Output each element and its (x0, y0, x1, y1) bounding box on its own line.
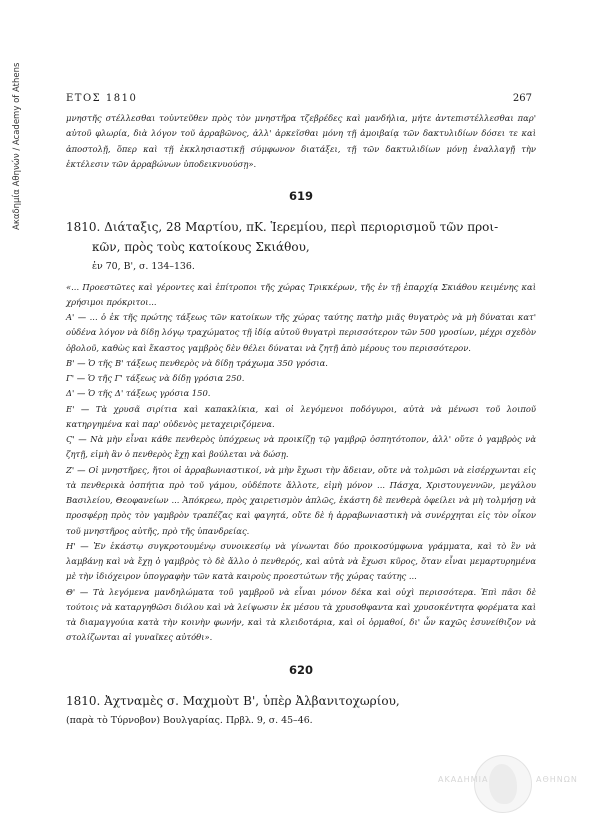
decree-paragraph: Θ' — Τὰ λεγόμενα μανδηλώματα τοῦ γαμβροῦ νὰ εἶναι μόνον δέκα καὶ οὐχὶ περισσότερα. Ἐπὶ πᾶσι δὲ τούτοις νὰ καταργηθῶσι διόλου καὶ νὰ λείψωσιν ἐκ μέσου τὰ χρυσοθφαντα καὶ χρυσοκέντητα φορέματα καὶ τὰ διαμαγγούια κατὰ τὴν κοινὴν φωνήν, καὶ τὰ κλειδοτάρια, καὶ οἱ ὁρμαθοί, δι' ὧν καχῶς ἐσυνείθιζον νὰ στολίζωνται αἱ γυναῖκες αὐτόθι». (66, 586, 536, 643)
page-header (66, 93, 532, 107)
watermark-text-right: ΑΘΗΝΩΝ (536, 775, 578, 784)
page-number: 267 (512, 93, 532, 104)
watermark-text-left: ΑΚΑΔΗΜΙΑ (438, 775, 489, 784)
intro-paragraph: μνηστῆς στέλλεσθαι τοὐντεῦθεν πρὸς τὸν μνηστῆρα τζεβρέδες καὶ μανδήλια, μήτε ἀντεπιστέλλεσθαι παρ' αὐτοῦ φλωρία, διὰ λόγον τοῦ ἀρραβῶνος, ἀλλ' ἀρκεῖσθαι μόνη τῇ ἀμοιβαίᾳ τῶν δακτυλιδίων δόσει τε καὶ ἀποστολῇ, ὅπερ καὶ τῇ ἐκκλησιαστικῇ σύμφωνον διατάξει, τῇ τῶν δακτυλιδίων μόνῃ ἐναλλαγῇ τὴν ἐκτέλεσιν τῶν ἀρραβώνων ὑποδεικνυούσῃ». (66, 113, 536, 169)
decree-paragraph: Α' — ... ὁ ἐκ τῆς πρώτης τάξεως τῶν κατοίκων τῆς χώρας ταύτης πατὴρ μιᾶς θυγατρὸς νὰ μὴ δύναται κατ' οὐδένα λόγον νὰ δίδῃ λόγῳ τραχώματος τῇ ἰδίᾳ αὐτοῦ θυγατρὶ περισσότερον τῶν 500 γροσίων, μέχρι σχεδὸν ὀβολοῦ, καθὼς καὶ ἕκαστος γαμβρὸς δὲν θέλει δύναται νὰ ζητῇ ἀπὸ μέρους του περισσότερον. (66, 312, 536, 353)
entry-reference: (παρὰ τὸ Τύρνοβον) Βουλγαρίας. Πρβλ. 9, σ. 45–46. (66, 714, 313, 726)
entry-title-line: κῶν, πρὸς τοὺς κατοίκους Σκιάθου, (92, 240, 310, 255)
decree-paragraph: Δ' — Ὁ τῆς Δ' τάξεως γρόσια 150. (66, 388, 211, 399)
decree-paragraph: Ε' — Τὰ χρυσᾶ σιρίτια καὶ καπακλίκια, καὶ οἱ λεγόμενοι ποδόγυροι, αὐτὰ νὰ μένωσι τοῦ λοιποῦ κατηργημένα καὶ παρ' οὐδενὸς μεταχειριζόμενα. (66, 403, 536, 429)
entry-number: 620 (288, 662, 313, 677)
entry-title-line: 1810. Ἀχτναμὲς σ. Μαχμοὺτ Β', ὑπὲρ Ἀλβανιτοχωρίου, (66, 693, 400, 708)
running-head: ΕΤΟΣ 1810 (66, 93, 138, 104)
decree-paragraph: Η' — Ἐν ἑκάστῳ συγκροτουμένῳ συνοικεσίῳ νὰ γίνωνται δύο προικοσύμφωνα γράμματα, καὶ τὸ ἓν νὰ λαμβάνῃ καὶ νὰ ἔχῃ ὁ γαμβρὸς τὸ δὲ ἄλλο ὁ πενθερός, καὶ αὐτὰ νὰ ἔχωσι κῦρος, ὅταν εἶναι μεμαρτυρημένα μὲ τὴν ἰδιόχειρον ὑπογραφὴν τῶν κατὰ καιροὺς προεστώτων τῆς χώρας ταύτης ... (66, 540, 536, 582)
academy-watermark (438, 755, 594, 815)
decree-paragraph: Ϛ' — Νὰ μὴν εἶναι κάθε πενθερὸς ὑπόχρεως νὰ προικίζῃ τῷ γαμβρῷ ὀσπητότοπον, ἀλλ' οὔτε ὁ γαμβρὸς νὰ ζητῇ, εἰμὴ ἂν ὁ πενθερὸς ἔχῃ καὶ βούλεται νὰ δώσῃ. (66, 434, 536, 460)
entry-number: 619 (288, 189, 313, 203)
entry-title-line: 1810. Διάταξις, 28 Μαρτίου, πΚ. Ἱερεμίου, περὶ περιορισμοῦ τῶν προι- (66, 220, 499, 235)
decree-paragraph: «... Προεστῶτες καὶ γέροντες καὶ ἐπίτροποι τῆς χώρας Τρικκέρων, τῆς ἐν τῇ ἐπαρχίᾳ Σκιάθου κειμένης καὶ χρήσιμοι πρόκριτοι... (66, 281, 536, 307)
page-body (66, 111, 536, 733)
emblem-icon (474, 755, 532, 813)
decree-paragraph: Γ' — Ὁ τῆς Γ' τάξεως νὰ δίδῃ γρόσια 250. (66, 373, 245, 383)
decree-paragraph: Ζ' — Οἱ μνηστῆρες, ἤτοι οἱ ἀρραβωνιαστικοί, νὰ μὴν ἔχωσι τὴν ἄδειαν, οὔτε νὰ τολμῶσι νὰ εἰσέρχωνται εἰς τὰ πενθερικὰ ὀσπήτια πρὸ τοῦ γάμου, οὐδέποτε ἄλλοτε, εἰμὴ μόνον ... Πάσχα, Χριστουγεννῶν, μεγάλου Βασιλείου, Θεοφανείων ... Ἀπόκρεω, πρὸς χαιρετισμὸν ἁπλῶς, ἑκάστη δὲ πενθερὰ ὀφείλει νὰ μὴ τολμήσῃ νὰ προσφέρῃ πρὸς τὸν γαμβρὸν τραπέζας καὶ φαγητά, οὔτε δὲ ἡ ἀρραβωνιαστικὴ νὰ συνέρχηται εἰς τὸν οἶκον τοῦ μνηστῆρος αὐτῆς, πρὸ τῆς ὑπανδρείας. (66, 464, 536, 536)
side-label-text: Ακαδημία Αθηνών / Academy of Athens (12, 62, 22, 230)
entry-reference: ἐν 70, Β', σ. 134–136. (92, 261, 195, 273)
side-label (12, 30, 26, 230)
decree-paragraph: Β' — Ὁ τῆς Β' τάξεως πενθερὸς νὰ δίδῃ τράχωμα 350 γρόσια. (66, 357, 328, 368)
